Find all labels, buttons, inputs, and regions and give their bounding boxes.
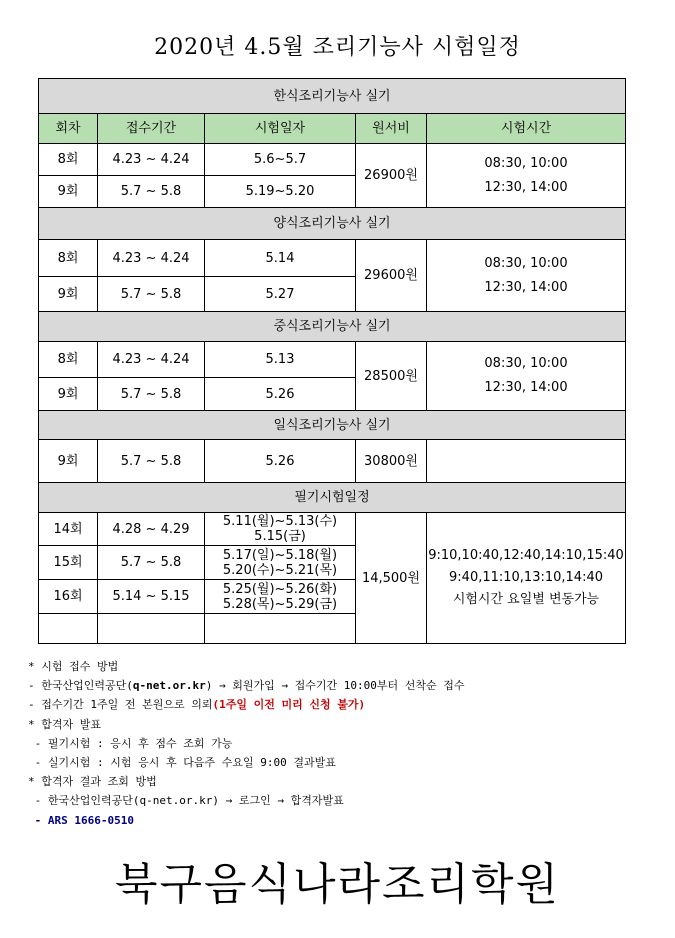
note-text: - 접수기간 1주일 전 본원으로 의뢰 [28, 698, 213, 712]
exam-time-line: 12:30, 14:00 [484, 279, 568, 295]
exam-time-line: 9:40,11:10,13:10,14:40 [449, 570, 603, 585]
round-cell: 8회 [39, 240, 98, 277]
section-header-written: 필기시험일정 [39, 483, 626, 513]
section-header-chinese: 중식조리기능사 실기 [39, 312, 626, 342]
page-title: 2020년 4.5월 조리기능사 시험일정 [154, 35, 521, 60]
exam-time-line: 08:30, 10:00 [484, 356, 568, 371]
table-row [39, 440, 626, 483]
note-line: - 실기시험 : 시험 응시 후 다음주 수요일 9:00 결과발표 [28, 756, 336, 770]
exam-time-cell [427, 342, 626, 411]
header-exam-time: 시험시간 [427, 114, 626, 144]
fee-cell: 26900원 [356, 144, 427, 208]
registration-cell: 4.23 ~ 4.24 [98, 342, 205, 378]
section-header-korean: 한식조리기능사 실기 [39, 79, 626, 114]
column-header-row [39, 114, 626, 144]
exam-date-cell: 5.27 [205, 277, 356, 312]
exam-date-cell: 5.6~5.7 [205, 144, 356, 176]
note-text: ) → 회원가입 → 접수기간 10:00부터 선착순 접수 [205, 679, 465, 693]
exam-time-cell [427, 240, 626, 312]
exam-date-line: 5.11(월)~5.13(수) [222, 514, 338, 529]
note-line: - 필기시험 : 응시 후 점수 조회 가능 [28, 736, 233, 750]
exam-date-line: 5.17(일)~5.18(월) [222, 547, 338, 563]
registration-cell: 5.7 ~ 5.8 [98, 378, 205, 411]
fee-cell: 30800원 [356, 440, 427, 483]
round-cell: 8회 [39, 342, 98, 378]
exam-time-line: 12:30, 14:00 [484, 380, 568, 395]
fee-cell: 14,500원 [356, 513, 427, 644]
note-heading: * 합격자 발표 [28, 717, 101, 731]
exam-time-cell [427, 440, 626, 483]
section-header-western: 양식조리기능사 실기 [39, 208, 626, 240]
academy-name: 북구음식나라조리학원 [114, 859, 561, 910]
registration-cell: 5.7 ~ 5.8 [98, 277, 205, 312]
round-cell: 14회 [39, 513, 98, 546]
ars-number: - ARS 1666-0510 [28, 813, 134, 827]
round-cell: 9회 [39, 378, 98, 411]
fee-cell: 29600원 [356, 240, 427, 312]
header-registration: 접수기간 [98, 114, 205, 144]
registration-cell: 5.7 ~ 5.8 [98, 440, 205, 483]
empty-cell [205, 614, 356, 644]
notes-section [28, 657, 648, 830]
registration-cell: 5.14 ~ 5.15 [98, 580, 205, 614]
round-cell: 15회 [39, 546, 98, 580]
exam-time-line: 9:10,10:40,12:40,14:10,15:40 [428, 548, 624, 563]
empty-cell [98, 614, 205, 644]
exam-time-line: 12:30, 14:00 [484, 179, 568, 195]
registration-cell: 4.28 ~ 4.29 [98, 513, 205, 546]
exam-time-note: 시험시간 요일별 변동가능 [452, 592, 600, 607]
exam-time-line: 08:30, 10:00 [484, 155, 568, 171]
table-row [39, 144, 626, 176]
exam-date-line: 5.15(금) [254, 529, 306, 544]
exam-time-cell [427, 144, 626, 208]
exam-date-cell [205, 513, 356, 546]
exam-date-line: 5.20(수)~5.21(목) [222, 562, 338, 578]
fee-cell: 28500원 [356, 342, 427, 411]
table-row [39, 240, 626, 277]
empty-cell [39, 614, 98, 644]
note-heading: * 합격자 결과 조회 방법 [28, 775, 157, 789]
note-line [28, 695, 648, 714]
schedule-table [38, 78, 626, 644]
warning-text: (1주일 이전 미리 신청 불가) [212, 698, 366, 712]
header-round: 회차 [39, 114, 98, 144]
round-cell: 9회 [39, 440, 98, 483]
registration-cell: 4.23 ~ 4.24 [98, 144, 205, 176]
note-heading: * 시험 접수 방법 [28, 660, 119, 673]
exam-time-cell [427, 513, 626, 644]
note-line [28, 676, 648, 695]
round-cell: 16회 [39, 580, 98, 614]
exam-date-cell: 5.26 [205, 440, 356, 483]
exam-date-cell [205, 580, 356, 614]
exam-date-cell: 5.19~5.20 [205, 176, 356, 208]
registration-cell: 4.23 ~ 4.24 [98, 240, 205, 277]
round-cell: 9회 [39, 277, 98, 312]
registration-cell: 5.7 ~ 5.8 [98, 546, 205, 580]
qnet-link: q-net.or.kr [132, 679, 206, 693]
note-text: - 한국산업인력공단( [28, 679, 133, 693]
exam-date-line: 5.28(목)~5.29(금) [222, 596, 338, 612]
table-row [39, 513, 626, 546]
table-row [39, 342, 626, 378]
round-cell: 8회 [39, 144, 98, 176]
header-exam-date: 시험일자 [205, 114, 356, 144]
exam-date-cell: 5.26 [205, 378, 356, 411]
exam-date-cell [205, 546, 356, 580]
header-fee: 원서비 [356, 114, 427, 144]
exam-time-line: 08:30, 10:00 [484, 255, 568, 271]
exam-date-cell: 5.14 [205, 240, 356, 277]
registration-cell: 5.7 ~ 5.8 [98, 176, 205, 208]
round-cell: 9회 [39, 176, 98, 208]
exam-date-line: 5.25(월)~5.26(화) [222, 581, 338, 597]
section-header-japanese: 일식조리기능사 실기 [39, 411, 626, 440]
note-line: - 한국산업인력공단(q-net.or.kr) → 로그인 → 합격자발표 [28, 794, 344, 808]
exam-date-cell: 5.13 [205, 342, 356, 378]
